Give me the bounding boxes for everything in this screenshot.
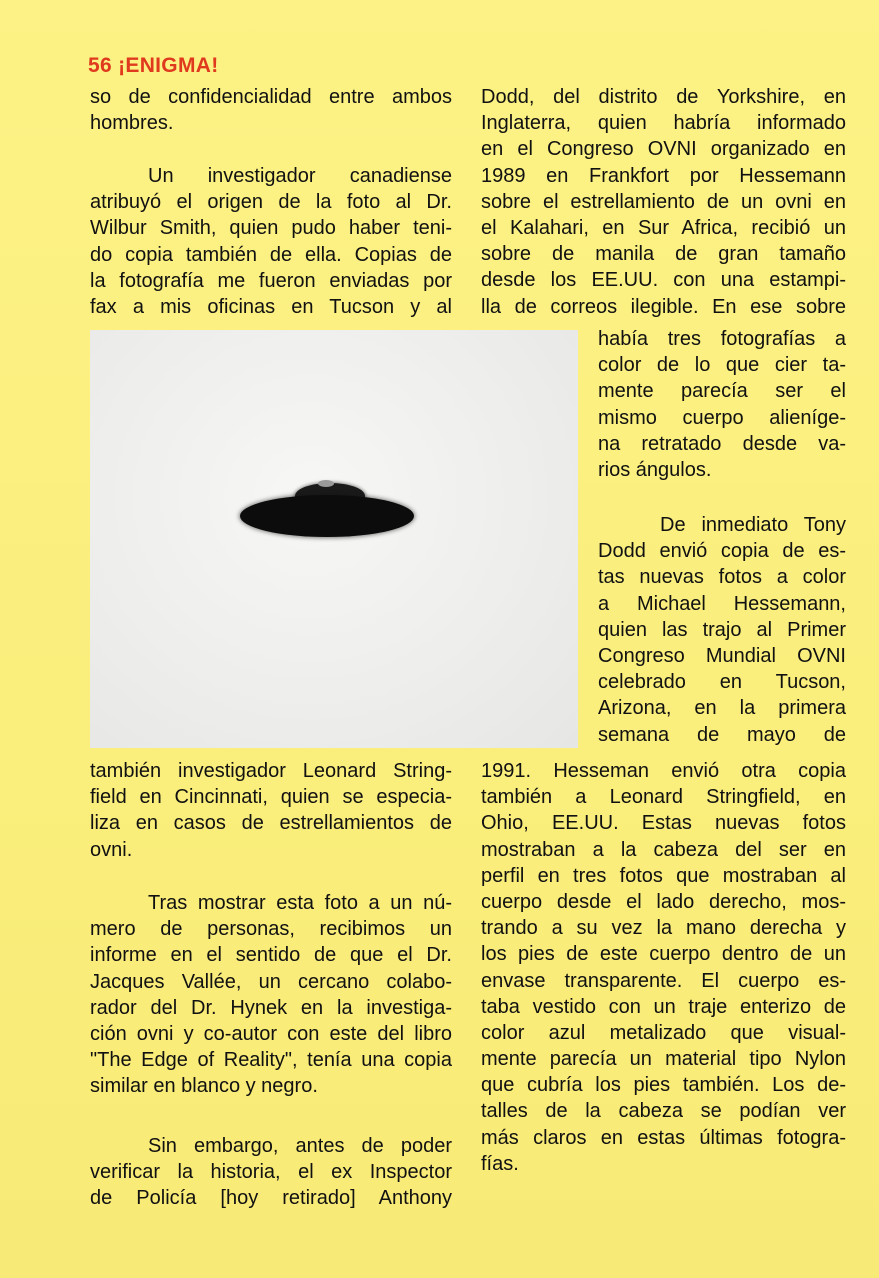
text-line: liza en casos de estrellamientos de — [90, 812, 452, 835]
ufo-saucer — [240, 495, 414, 537]
text-line: talles de la cabeza se podían ver — [481, 1100, 846, 1123]
text-line: había tres fotografías a — [598, 328, 846, 350]
text-line: a Michael Hessemann, — [598, 592, 846, 615]
text-line: sobre el estrellamiento de un ovni en — [481, 190, 846, 213]
text-line: más claros en estas últimas fotogra- — [481, 1126, 846, 1149]
text-line: atribuyó el origen de la foto al Dr. — [90, 191, 452, 214]
text-line: informe en el sentido de que el Dr. — [90, 944, 452, 967]
text-line: celebrado en Tucson, — [598, 671, 846, 694]
left-paragraph-4 — [90, 890, 452, 1100]
text-line: que cubría los pies también. Los de- — [481, 1074, 846, 1097]
chapter-title: ¡ENIGMA! — [118, 54, 219, 77]
text-line: Sin embargo, antes de poder — [148, 1135, 452, 1157]
ufo-photograph — [90, 330, 578, 748]
text-line: do copia también de ella. Copias de — [90, 243, 452, 266]
right-paragraph-2 — [598, 512, 846, 748]
text-line: De inmediato Tony — [660, 514, 846, 536]
text-line: ovni. — [90, 838, 133, 861]
text-line: Inglaterra, quien habría informado — [481, 112, 846, 135]
text-line: field en Cincinnati, quien se especia- — [90, 786, 452, 809]
text-line: "The Edge of Reality", tenía una copia — [90, 1049, 452, 1072]
text-line: sobre de manila de gran tamaño — [481, 243, 846, 266]
left-paragraph-3 — [90, 758, 452, 863]
text-line: mero de personas, recibimos un — [90, 918, 452, 941]
text-line: verificar la historia, el ex Inspector — [90, 1161, 452, 1184]
text-line: color azul metalizado que visual- — [481, 1021, 846, 1044]
text-line: similar en blanco y negro. — [90, 1075, 318, 1098]
text-line: también a Leonard Stringfield, en — [481, 786, 846, 809]
text-line: envase transparente. El cuerpo es- — [481, 969, 846, 992]
ufo-tip — [318, 480, 334, 487]
right-paragraph-2-wrap — [481, 758, 846, 1177]
text-line: so de confidencialidad entre ambos — [90, 86, 452, 108]
text-line: Tras mostrar esta foto a un nú- — [148, 892, 452, 914]
text-line: taba vestido con un traje enterizo de — [481, 995, 846, 1018]
left-paragraph-2 — [90, 163, 452, 320]
text-line: 1991. Hesseman envió otra copia — [481, 760, 846, 782]
text-line: fax a mis oficinas en Tucson y al — [90, 295, 452, 318]
page-header — [88, 54, 219, 78]
left-paragraph-5 — [90, 1133, 452, 1212]
text-line: Ohio, EE.UU. Estas nuevas fotos — [481, 812, 846, 835]
text-line: la fotografía me fueron enviadas por — [90, 269, 452, 292]
text-line: los pies de este cuerpo dentro de un — [481, 943, 846, 966]
text-line: Dodd, del distrito de Yorkshire, en — [481, 86, 846, 108]
text-line: Un investigador canadiense — [148, 165, 452, 187]
text-line: Congreso Mundial OVNI — [598, 644, 846, 667]
text-line: 1989 en Frankfort por Hessemann — [481, 164, 846, 187]
text-line: mente parecía un material tipo Nylon — [481, 1048, 846, 1071]
text-line: rador del Dr. Hynek en la investiga- — [90, 996, 452, 1019]
text-line: fías. — [481, 1152, 519, 1175]
text-line: perfil en tres fotos que mostraban al — [481, 864, 846, 887]
text-line: cuerpo desde el lado derecho, mos- — [481, 890, 846, 913]
text-line: Dodd envió copia de es- — [598, 540, 846, 563]
page-number: 56 — [88, 54, 112, 77]
text-line: mostraban a la cabeza del ser en — [481, 838, 846, 861]
text-line: el Kalahari, en Sur Africa, recibió un — [481, 216, 846, 239]
text-line: rios ángulos. — [598, 458, 712, 481]
left-paragraph-1 — [90, 84, 452, 136]
text-line: Jacques Vallée, un cercano colabo- — [90, 970, 452, 993]
text-line: ción ovni y co-autor con este del libro — [90, 1022, 452, 1045]
text-line: tas nuevas fotos a color — [598, 566, 846, 589]
text-line: trando a su vez la mano derecha y — [481, 917, 846, 940]
text-line: también investigador Leonard String- — [90, 760, 452, 782]
text-line: na retratado desde va- — [598, 432, 846, 455]
text-line: hombres. — [90, 112, 174, 135]
text-line: color de lo que cier ta- — [598, 354, 846, 377]
text-line: Wilbur Smith, quien pudo haber teni- — [90, 217, 452, 240]
text-line: Arizona, en la primera — [598, 697, 846, 720]
text-line: semana de mayo de — [598, 723, 846, 746]
text-line: lla de correos ilegible. En ese sobre — [481, 295, 846, 318]
text-line: mismo cuerpo alieníge- — [598, 406, 846, 429]
text-line: quien las trajo al Primer — [598, 618, 846, 641]
right-paragraph-1 — [481, 84, 846, 320]
text-line: de Policía [hoy retirado] Anthony — [90, 1187, 452, 1210]
text-line: en el Congreso OVNI organizado en — [481, 138, 846, 161]
right-paragraph-1-wrap — [598, 326, 846, 483]
text-line: desde los EE.UU. con una estampi- — [481, 269, 846, 292]
text-line: mente parecía ser el — [598, 380, 846, 403]
